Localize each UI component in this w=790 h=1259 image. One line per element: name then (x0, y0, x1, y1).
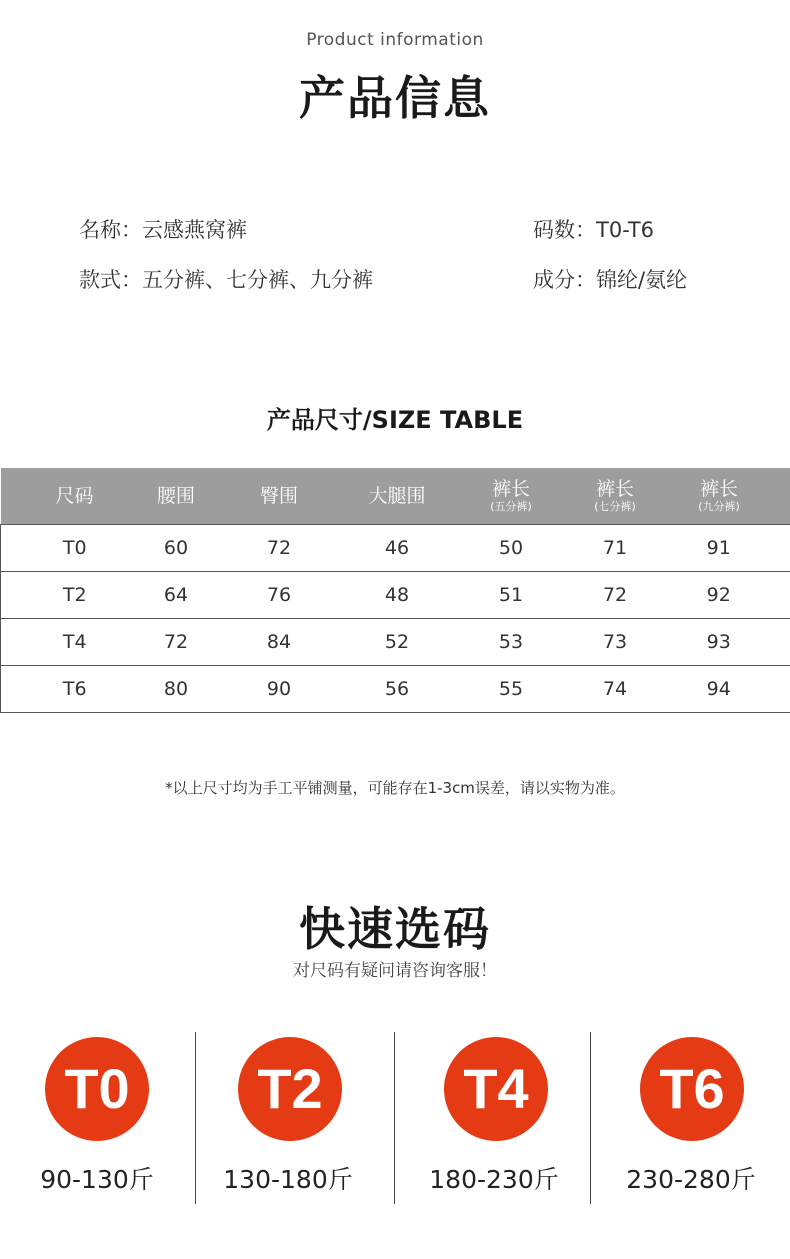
table-row (1, 572, 790, 619)
table-cell: 91 (648, 525, 790, 572)
size-badge-t4: T4 (444, 1037, 548, 1141)
header-sublabel: (九分裤) (698, 499, 740, 513)
table-cell: 76 (204, 572, 355, 619)
header-cell (149, 468, 204, 525)
table-cell: 80 (149, 666, 204, 713)
header-label: 大腿围 (368, 484, 426, 507)
table-cell: 51 (440, 572, 583, 619)
measurement-note: *以上尺寸均为手工平铺测量，可能存在1-3cm误差，请以实物为准。 (165, 779, 625, 797)
size-table-header (1, 468, 790, 525)
weight-range-t2: 130-180斤 (223, 1165, 353, 1194)
weight-range-t4: 180-230斤 (429, 1165, 559, 1194)
table-cell: 50 (440, 525, 583, 572)
header-cell (204, 468, 355, 525)
table-cell: 55 (440, 666, 583, 713)
header-label: 尺码 (55, 484, 94, 507)
header-label: 裤长 (491, 478, 530, 500)
header-sublabel: (七分裤) (594, 499, 636, 513)
info-material: 成分：锦纶/氨纶 (533, 268, 688, 292)
size-badge-t6: T6 (640, 1037, 744, 1141)
size-code-cell: T0 (1, 525, 149, 572)
subtitle-english: Product information (306, 30, 484, 50)
page-title: 产品信息 (299, 71, 491, 125)
divider (195, 1032, 196, 1204)
table-row (1, 666, 790, 713)
table-cell: 73 (583, 619, 648, 666)
size-table-title: 产品尺寸/SIZE TABLE (266, 406, 524, 434)
table-cell: 72 (204, 525, 355, 572)
size-table (0, 468, 790, 713)
table-cell: 53 (440, 619, 583, 666)
table-cell: 64 (149, 572, 204, 619)
table-cell: 94 (648, 666, 790, 713)
table-row (1, 619, 790, 666)
header-cell (355, 468, 440, 525)
table-cell: 93 (648, 619, 790, 666)
quick-select-title: 快速选码 (299, 902, 491, 956)
table-cell: 46 (355, 525, 440, 572)
table-cell: 71 (583, 525, 648, 572)
size-code-cell: T4 (1, 619, 149, 666)
header-label: 腰围 (156, 484, 195, 507)
table-cell: 72 (583, 572, 648, 619)
weight-range-t0: 90-130斤 (40, 1165, 154, 1194)
info-size: 码数：T0-T6 (533, 218, 655, 242)
header-cell (583, 468, 648, 525)
divider (590, 1032, 591, 1204)
header-label: 裤长 (699, 478, 738, 500)
size-badge-t0: T0 (45, 1037, 149, 1141)
divider (394, 1032, 395, 1204)
table-cell: 52 (355, 619, 440, 666)
table-cell: 90 (204, 666, 355, 713)
size-badge-t2: T2 (238, 1037, 342, 1141)
size-code-cell: T2 (1, 572, 149, 619)
quick-select-subtitle: 对尺码有疑问请咨询客服！ (293, 961, 497, 981)
size-code-cell: T6 (1, 666, 149, 713)
table-cell: 84 (204, 619, 355, 666)
header-cell (648, 468, 790, 525)
header-sublabel: (五分裤) (490, 499, 532, 513)
header-label: 臀围 (259, 484, 298, 507)
header-label: 裤长 (595, 478, 634, 500)
info-style: 款式：五分裤、七分裤、九分裤 (79, 268, 373, 292)
table-cell: 72 (149, 619, 204, 666)
table-cell: 48 (355, 572, 440, 619)
table-cell: 74 (583, 666, 648, 713)
header-cell (440, 468, 583, 525)
table-cell: 56 (355, 666, 440, 713)
header-cell (1, 468, 149, 525)
info-name: 名称：云感燕窝裤 (79, 218, 247, 242)
table-cell: 60 (149, 525, 204, 572)
table-row (1, 525, 790, 572)
weight-range-t6: 230-280斤 (626, 1165, 756, 1194)
table-cell: 92 (648, 572, 790, 619)
